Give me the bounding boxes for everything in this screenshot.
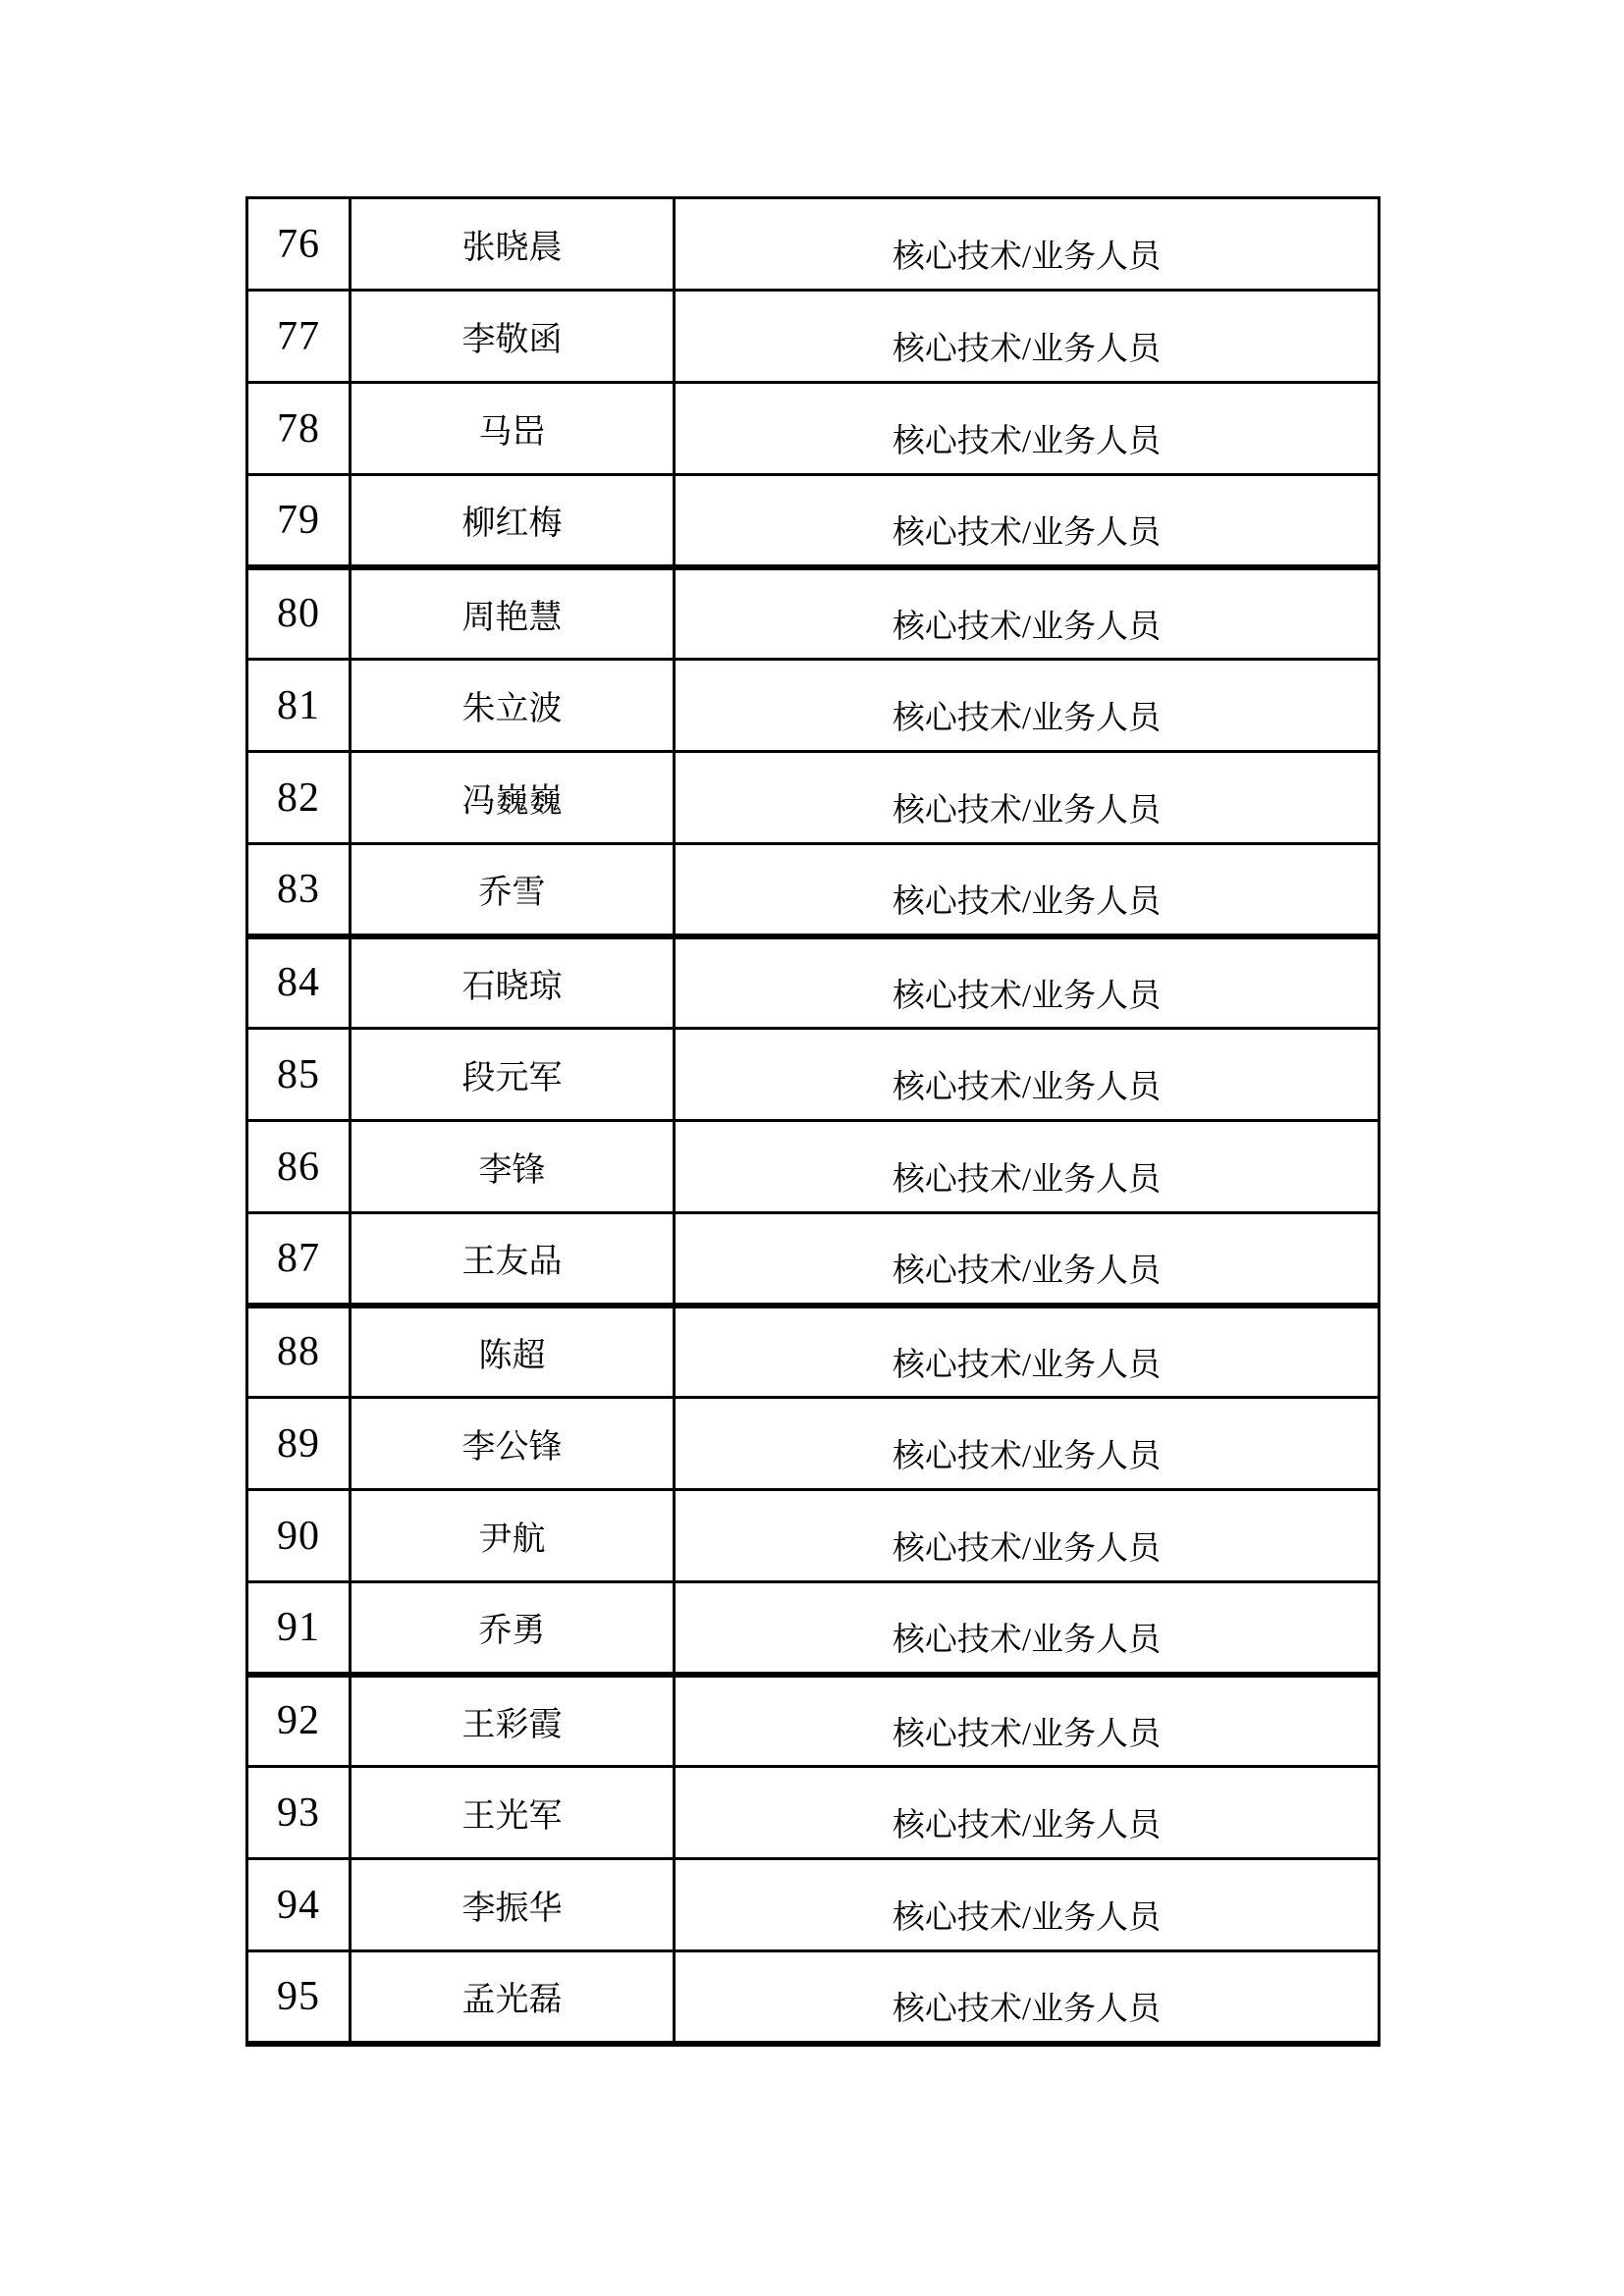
role-cell xyxy=(675,291,1380,383)
role-text: 核心技术/业务人员 xyxy=(892,1439,1162,1474)
name-cell: 乔勇 xyxy=(351,1582,675,1675)
role-cell xyxy=(675,198,1380,291)
table-row xyxy=(247,291,1380,383)
row-number-cell: 92 xyxy=(247,1675,351,1767)
row-number-cell: 82 xyxy=(247,752,351,844)
role-cell xyxy=(675,1951,1380,2044)
role-cell xyxy=(675,1582,1380,1675)
name-cell: 尹航 xyxy=(351,1490,675,1582)
row-number-cell: 88 xyxy=(247,1306,351,1398)
role-cell xyxy=(675,1675,1380,1767)
role-text: 核心技术/业务人员 xyxy=(892,884,1162,921)
name-cell: 王彩霞 xyxy=(351,1675,675,1767)
table-row xyxy=(247,1029,1380,1121)
table-row xyxy=(247,1398,1380,1490)
role-text: 核心技术/业务人员 xyxy=(892,793,1162,828)
table-row xyxy=(247,936,1380,1029)
role-text: 核心技术/业务人员 xyxy=(892,1531,1162,1567)
name-cell: 石晓琼 xyxy=(351,936,675,1029)
row-number-cell: 91 xyxy=(247,1582,351,1675)
table-row xyxy=(247,567,1380,660)
role-text: 核心技术/业务人员 xyxy=(892,978,1162,1014)
row-number-cell: 79 xyxy=(247,475,351,567)
role-cell xyxy=(675,475,1380,567)
name-cell: 王友品 xyxy=(351,1213,675,1306)
role-text: 核心技术/业务人员 xyxy=(892,1623,1162,1659)
name-cell: 李锋 xyxy=(351,1121,675,1213)
role-text: 核心技术/业务人员 xyxy=(892,515,1162,552)
row-number-cell: 94 xyxy=(247,1859,351,1951)
role-cell xyxy=(675,936,1380,1029)
row-number-cell: 85 xyxy=(247,1029,351,1121)
role-text: 核心技术/业务人员 xyxy=(892,332,1162,367)
role-cell xyxy=(675,1121,1380,1213)
row-number-cell: 90 xyxy=(247,1490,351,1582)
row-number-cell: 80 xyxy=(247,567,351,660)
role-cell xyxy=(675,1490,1380,1582)
role-cell xyxy=(675,383,1380,475)
role-cell xyxy=(675,567,1380,660)
row-number-cell: 86 xyxy=(247,1121,351,1213)
name-cell: 周艳慧 xyxy=(351,567,675,660)
row-number-cell: 81 xyxy=(247,660,351,752)
role-text: 核心技术/业务人员 xyxy=(892,701,1162,736)
table-row xyxy=(247,1951,1380,2044)
table-row xyxy=(247,1859,1380,1951)
table-row xyxy=(247,198,1380,291)
role-text: 核心技术/业务人员 xyxy=(892,424,1162,459)
name-cell: 柳红梅 xyxy=(351,475,675,567)
table-row xyxy=(247,1213,1380,1306)
table-row xyxy=(247,752,1380,844)
table-row xyxy=(247,1767,1380,1859)
role-cell xyxy=(675,752,1380,844)
personnel-table xyxy=(245,196,1380,2047)
name-cell: 李公锋 xyxy=(351,1398,675,1490)
role-cell xyxy=(675,1213,1380,1306)
row-number-cell: 77 xyxy=(247,291,351,383)
name-cell: 陈超 xyxy=(351,1306,675,1398)
row-number-cell: 83 xyxy=(247,844,351,936)
row-number-cell: 95 xyxy=(247,1951,351,2044)
role-text: 核心技术/业务人员 xyxy=(892,1347,1162,1383)
name-cell: 乔雪 xyxy=(351,844,675,936)
table-row xyxy=(247,1121,1380,1213)
name-cell: 朱立波 xyxy=(351,660,675,752)
name-cell: 段元军 xyxy=(351,1029,675,1121)
row-number-cell: 93 xyxy=(247,1767,351,1859)
table-row xyxy=(247,1675,1380,1767)
row-number-cell: 87 xyxy=(247,1213,351,1306)
role-text: 核心技术/业务人员 xyxy=(892,1070,1162,1105)
role-cell xyxy=(675,1767,1380,1859)
role-cell xyxy=(675,1859,1380,1951)
row-number-cell: 84 xyxy=(247,936,351,1029)
role-cell xyxy=(675,844,1380,936)
row-number-cell: 89 xyxy=(247,1398,351,1490)
table-row xyxy=(247,660,1380,752)
name-cell: 马岊 xyxy=(351,383,675,475)
row-number-cell: 76 xyxy=(247,198,351,291)
name-cell: 李敬函 xyxy=(351,291,675,383)
name-cell: 张晓晨 xyxy=(351,198,675,291)
table-row xyxy=(247,844,1380,936)
row-number-cell: 78 xyxy=(247,383,351,475)
table-row xyxy=(247,475,1380,567)
table-row xyxy=(247,1306,1380,1398)
table-row xyxy=(247,1582,1380,1675)
role-text: 核心技术/业务人员 xyxy=(892,1808,1162,1843)
name-cell: 李振华 xyxy=(351,1859,675,1951)
role-text: 核心技术/业务人员 xyxy=(892,1992,1162,2028)
role-text: 核心技术/业务人员 xyxy=(892,609,1162,645)
table-row xyxy=(247,1490,1380,1582)
role-text: 核心技术/业务人员 xyxy=(892,1716,1162,1752)
role-cell xyxy=(675,660,1380,752)
role-cell xyxy=(675,1398,1380,1490)
name-cell: 冯巍巍 xyxy=(351,752,675,844)
role-text: 核心技术/业务人员 xyxy=(892,1254,1162,1290)
role-text: 核心技术/业务人员 xyxy=(892,1162,1162,1198)
role-text: 核心技术/业务人员 xyxy=(892,240,1162,275)
name-cell: 王光军 xyxy=(351,1767,675,1859)
name-cell: 孟光磊 xyxy=(351,1951,675,2044)
role-text: 核心技术/业务人员 xyxy=(892,1900,1162,1936)
role-cell xyxy=(675,1306,1380,1398)
role-cell xyxy=(675,1029,1380,1121)
table-row xyxy=(247,383,1380,475)
